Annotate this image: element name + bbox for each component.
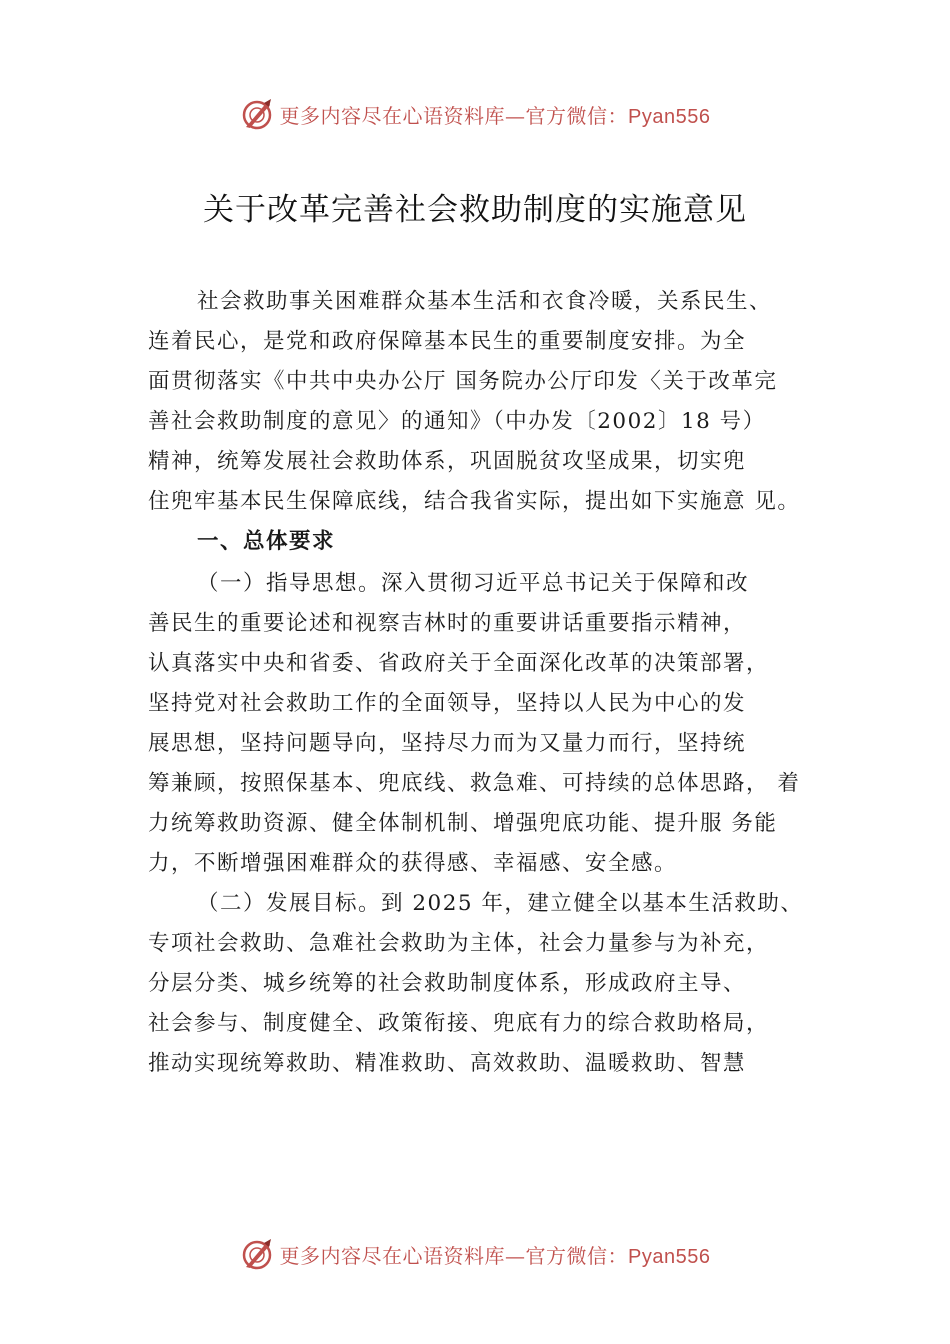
quill-logo-icon (240, 97, 274, 131)
watermark-text: 更多内容尽在心语资料库—官方微信：Pyan556 (279, 103, 711, 128)
document-body (148, 282, 858, 1084)
watermark-text: 更多内容尽在心语资料库—官方微信：Pyan556 (279, 1243, 711, 1268)
paragraph-line: 社会参与、制度健全、政策衔接、兜底有力的综合救助格局， (148, 1011, 770, 1036)
quill-logo-icon (240, 1237, 274, 1271)
paragraph-line: （一）指导思想。深入贯彻习近平总书记关于保障和改 (197, 571, 750, 596)
header-watermark (0, 94, 950, 134)
paragraph-line: 力，不断增强困难群众的获得感、幸福感、安全感。 (148, 851, 678, 876)
paragraph-line: 连着民心，是党和政府保障基本民生的重要制度安排。为全 (148, 329, 747, 354)
paragraph-line: 住兜牢基本民生保障底线，结合我省实际，提出如下实施意 见。 (148, 489, 801, 514)
paragraph-line: 坚持党对社会救助工作的全面领导，坚持以人民为中心的发 (148, 691, 747, 716)
paragraph-line: 专项社会救助、急难社会救助为主体，社会力量参与为补充， (148, 931, 770, 956)
paragraph-line: 分层分类、城乡统筹的社会救助制度体系，形成政府主导、 (148, 971, 747, 996)
paragraph-line: （二）发展目标。到 2025 年，建立健全以基本生活救助、 (197, 891, 804, 916)
paragraph-line: 善民生的重要论述和视察吉林时的重要讲话重要指示精神， (148, 611, 747, 636)
paragraph-line: 认真落实中央和省委、省政府关于全面深化改革的决策部署， (148, 651, 770, 676)
paragraph-line: 社会救助事关困难群众基本生活和衣食冷暖，关系民生、 (197, 289, 773, 314)
paragraph-line: 善社会救助制度的意见〉的通知》（中办发〔2002〕18 号） (148, 409, 766, 434)
section-heading: 一、总体要求 (197, 529, 336, 554)
paragraph-line: 精神，统筹发展社会救助体系，巩固脱贫攻坚成果，切实兜 (148, 449, 747, 474)
paragraph-line: 力统筹救助资源、健全体制机制、增强兜底功能、提升服 务能 (148, 811, 778, 836)
paragraph-line: 筹兼顾，按照保基本、兜底线、救急难、可持续的总体思路， 着 (148, 771, 801, 796)
paragraph-line: 面贯彻落实《中共中央办公厅 国务院办公厅印发〈关于改革完 (148, 369, 778, 394)
document-title: 关于改革完善社会救助制度的实施意见 (203, 192, 747, 228)
paragraph-line: 展思想，坚持问题导向，坚持尽力而为又量力而行，坚持统 (148, 731, 747, 756)
paragraph-line: 推动实现统筹救助、精准救助、高效救助、温暖救助、智慧 (148, 1051, 747, 1076)
footer-watermark (0, 1234, 950, 1274)
